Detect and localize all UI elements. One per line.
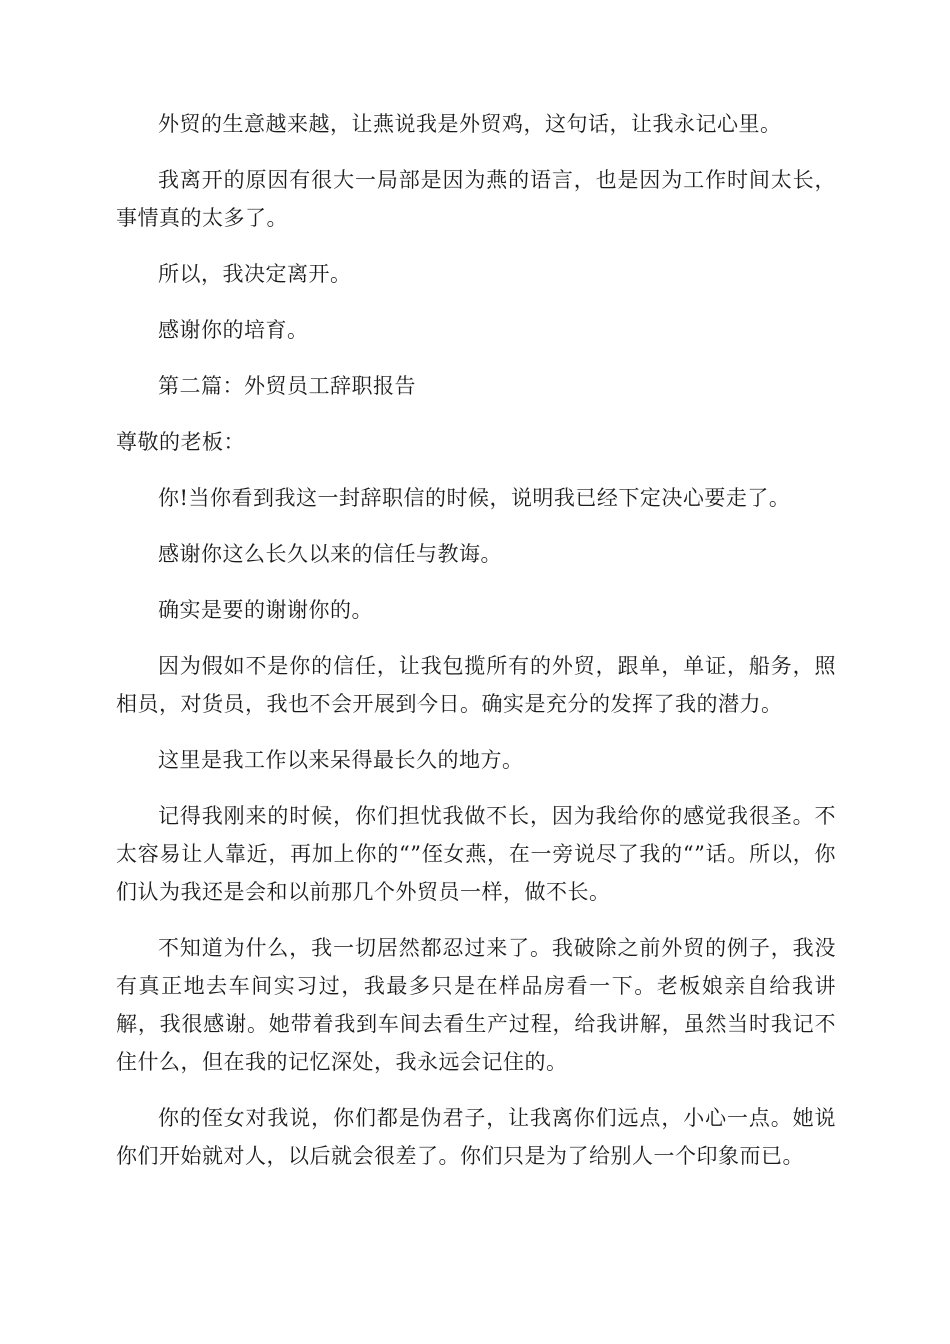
paragraph: 我离开的原因有很大一局部是因为燕的语言，也是因为工作时间太长，事情真的太多了。 (116, 168, 836, 230)
paragraph: 记得我刚来的时候，你们担忧我做不长，因为我给你的感觉我很圣。不太容易让人靠近，再加上你的“”侄女燕，在一旁说尽了我的“”话。所以，你们认为我还是会和以前那几个外贸员一样，做不长。 (116, 804, 836, 904)
paragraph: 感谢你这么长久以来的信任与教诲。 (158, 542, 502, 566)
paragraph: 确实是要的谢谢你的。 (158, 598, 373, 622)
document-page (116, 105, 836, 1193)
paragraph: 不知道为什么，我一切居然都忍过来了。我破除之前外贸的例子，我没有真正地去车间实习过，我最多只是在样品房看一下。老板娘亲自给我讲解，我很感谢。她带着我到车间去看生产过程，给我讲解，虽然当时我记不住什么，但在我的记忆深处，我永远会记住的。 (116, 936, 836, 1074)
paragraph: 你!当你看到我这一封辞职信的时候，说明我已经下定决心要走了。 (158, 486, 791, 510)
paragraph: 所以，我决定离开。 (158, 262, 352, 286)
paragraph: 你的侄女对我说，你们都是伪君子，让我离你们远点，小心一点。她说你们开始就对人，以后就会很差了。你们只是为了给别人一个印象而已。 (116, 1106, 836, 1168)
section-heading: 第二篇：外贸员工辞职报告 (158, 374, 416, 398)
paragraph: 外贸的生意越来越，让燕说我是外贸鸡，这句话，让我永记心里。 (158, 112, 782, 136)
paragraph: 这里是我工作以来呆得最长久的地方。 (158, 748, 524, 772)
paragraph: 感谢你的培育。 (158, 318, 309, 342)
paragraph: 因为假如不是你的信任，让我包揽所有的外贸，跟单，单证，船务，照相员，对货员，我也不会开展到今日。确实是充分的发挥了我的潜力。 (116, 654, 836, 716)
salutation: 尊敬的老板： (116, 430, 245, 454)
